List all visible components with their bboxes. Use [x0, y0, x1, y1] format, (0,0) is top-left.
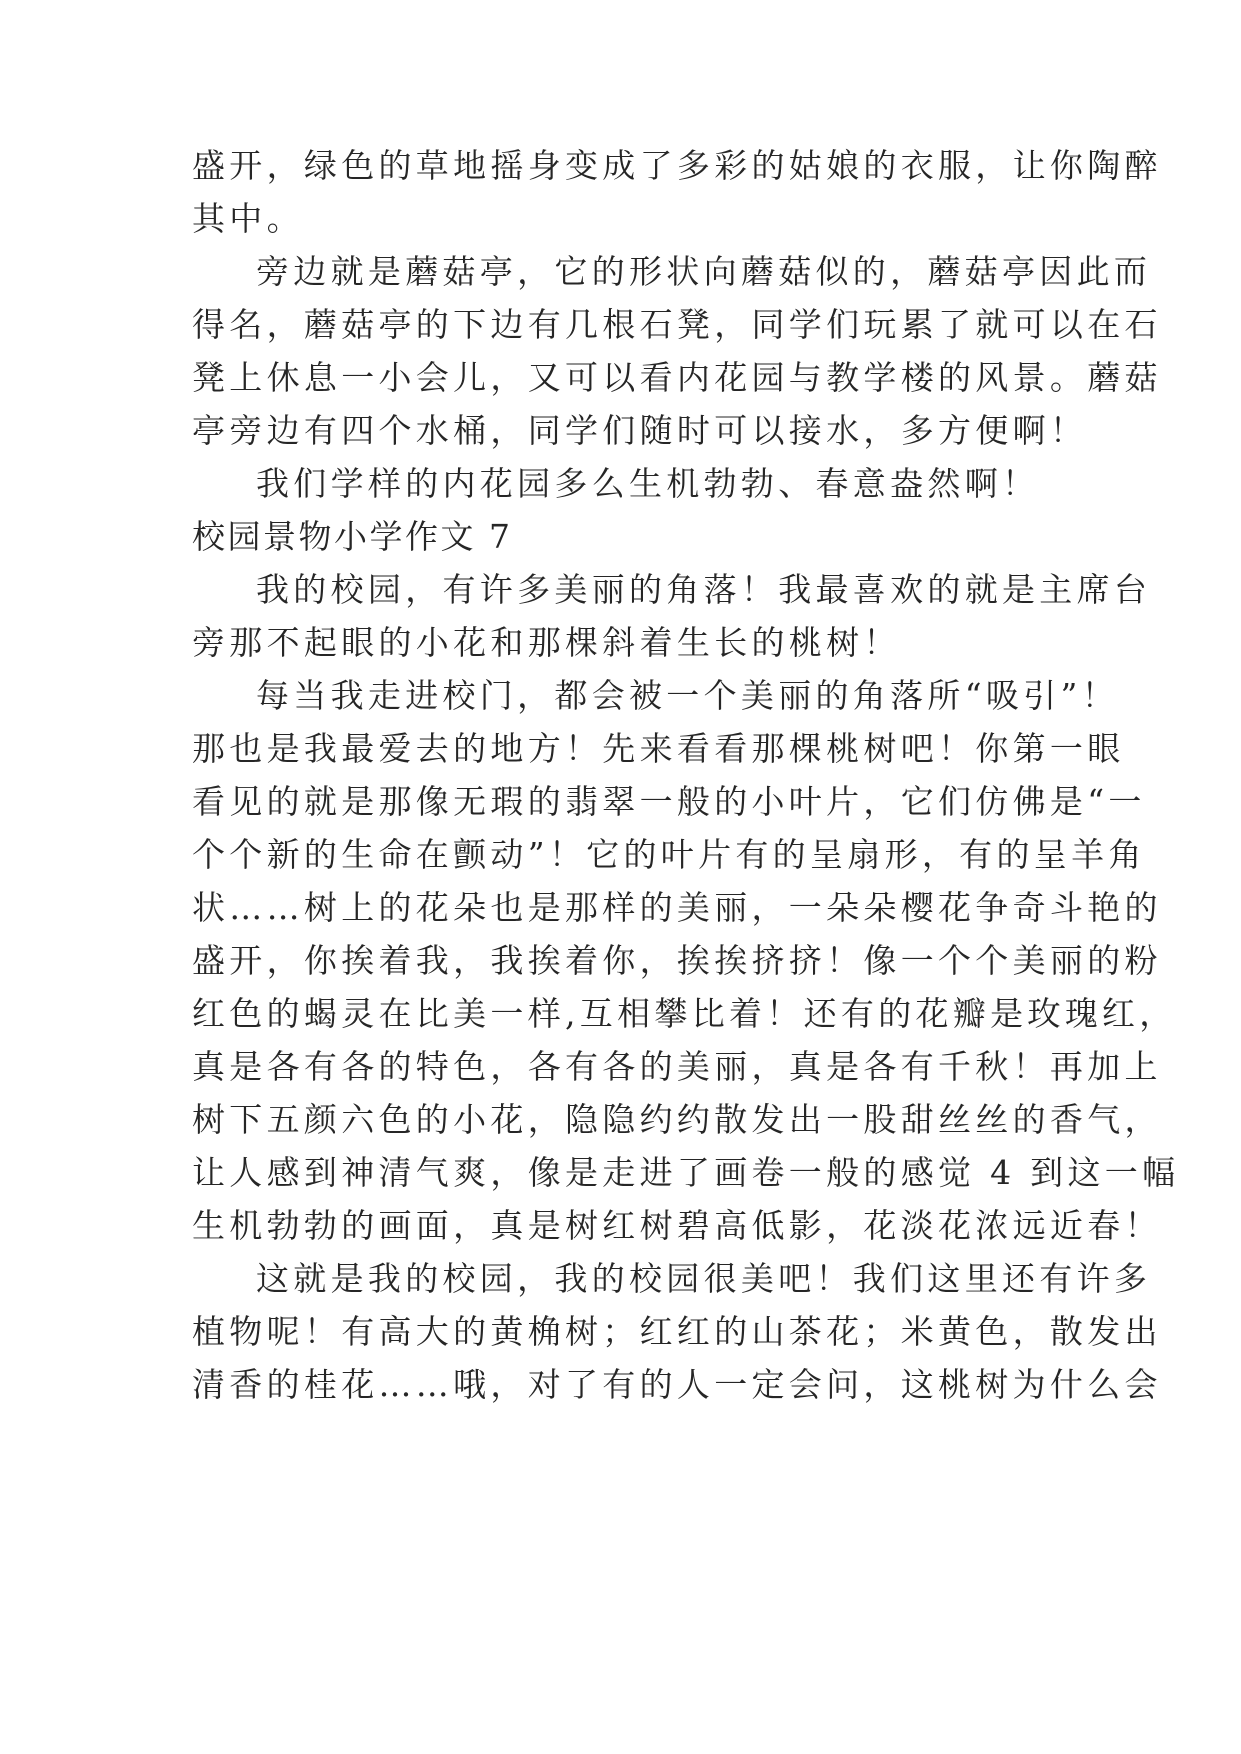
- text-line: 树下五颜六色的小花，隐隐约约散发出一股甜丝丝的香气，: [192, 1100, 1162, 1139]
- text-line: 状……树上的花朵也是那样的美丽，一朵朵樱花争奇斗艳的: [192, 888, 1162, 927]
- paragraph-start: 我们学样的内花园多么生机勃勃、春意盎然啊！: [256, 464, 1040, 503]
- text-line: 盛开，绿色的草地摇身变成了多彩的姑娘的衣服，让你陶醉: [192, 146, 1162, 185]
- text-line: 植物呢！有高大的黄桷树；红红的山茶花；米黄色，散发出: [192, 1312, 1162, 1351]
- text-line: 得名，蘑菇亭的下边有几根石凳，同学们玩累了就可以在石: [192, 305, 1162, 344]
- paragraph-start: 我的校园，有许多美丽的角落！我最喜欢的就是主席台: [256, 570, 1152, 609]
- paragraph-start: 每当我走进校门，都会被一个美丽的角落所“吸引”！: [256, 676, 1119, 715]
- paragraph-start: 旁边就是蘑菇亭，它的形状向蘑菇似的，蘑菇亭因此而: [256, 252, 1152, 291]
- text-line: 清香的桂花……哦，对了有的人一定会问，这桃树为什么会: [192, 1365, 1162, 1404]
- text-line: 生机勃勃的画面，真是树红树碧高低影，花淡花浓远近春！: [192, 1206, 1162, 1245]
- text-line: 旁那不起眼的小花和那棵斜着生长的桃树！: [192, 623, 901, 662]
- text-line: 红色的蝎灵在比美一样,互相攀比着！还有的花瓣是玫瑰红，: [192, 994, 1177, 1033]
- text-line: 让人感到神清气爽，像是走进了画卷一般的感觉 4 到这一幅: [192, 1153, 1180, 1192]
- text-line: 看见的就是那像无瑕的翡翠一般的小叶片，它们仿佛是“一: [192, 782, 1146, 821]
- text-line: 那也是我最爱去的地方！先来看看那棵桃树吧！你第一眼: [192, 729, 1125, 768]
- paragraph-start: 这就是我的校园，我的校园很美吧！我们这里还有许多: [256, 1259, 1152, 1298]
- text-line: 个个新的生命在颤动”！它的叶片有的呈扇形，有的呈羊角: [192, 835, 1146, 874]
- text-line: 盛开，你挨着我，我挨着你，挨挨挤挤！像一个个美丽的粉: [192, 941, 1162, 980]
- text-line: 亭旁边有四个水桶，同学们随时可以接水，多方便啊！: [192, 411, 1088, 450]
- text-line: 凳上休息一小会儿，又可以看内花园与教学楼的风景。蘑菇: [192, 358, 1162, 397]
- section-heading: 校园景物小学作文 7: [192, 517, 513, 556]
- text-line: 真是各有各的特色，各有各的美丽，真是各有千秋！再加上: [192, 1047, 1162, 1086]
- text-line: 其中。: [192, 199, 304, 238]
